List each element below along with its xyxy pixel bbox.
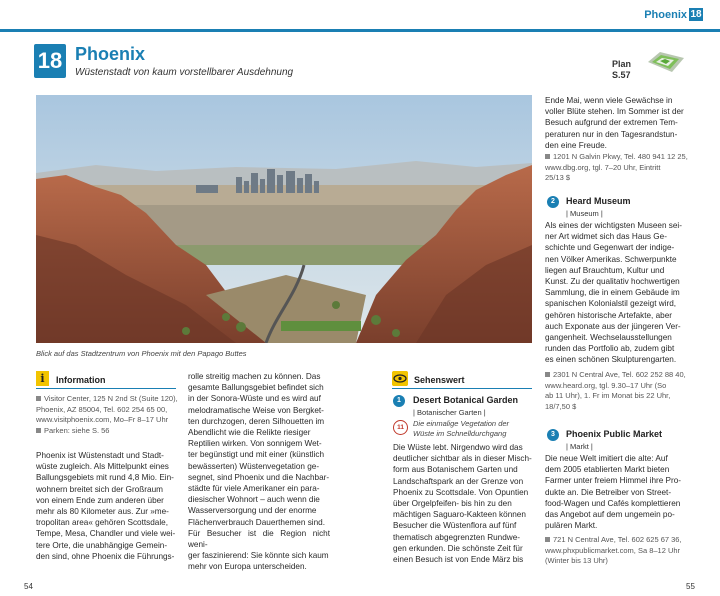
chapter-number-badge: 18 [34,44,66,78]
running-header-number: 18 [690,9,702,20]
entry-title-desert-botanical-garden: Desert Botanical Garden [413,395,519,405]
chapter-subtitle: Wüstenstadt von kaum vorstellbarer Ausdehnung [75,67,294,78]
entry-title-phoenix-public-market: Phoenix Public Market [566,429,663,439]
entry3-meta [545,535,695,567]
phoenix-skyline-photo [36,95,532,343]
meta-line: (Winter bis 13 Uhr) [545,556,608,565]
eye-icon [392,371,408,386]
entry2-body: Als eines der wichtigsten Museen sei- ner Art widmet sich das Haus Ge- schichte und Gegenwart der indige- nen Völker Amerikas. Schwerpunkte liegen auf Brauchtum, Kultur und Kunst. Zu der qualitativ hochwertigen Sammlung, die in einem Gebäude im spanischen Kolonialstil gezeigt wird, gehören historische Artefakte, aber auch Exponate aus der jüngeren Ver- gangenheit. Wechselausstellungen runden das Portfolio ab, zudem gibt es einen schönen Skulpturengarten. [545,221,682,365]
meta-line: 2301 N Central Ave, Tel. 602 252 88 40, [545,370,695,381]
entry1-meta [545,152,695,184]
sehenswert-heading: Sehenswert [414,375,465,385]
entry-number-2: 2 [547,196,559,208]
chapter-title: Phoenix [75,44,146,64]
highlight-note: Die einmalige Vegetation der Wüste im Schnelldurchgang [413,419,510,438]
meta-line: 721 N Central Ave, Tel. 602 625 67 36, [545,535,695,546]
page-number-right: 55 [686,582,695,591]
photo-illustration [36,95,532,343]
meta-line: Phoenix, AZ 85004, Tel. 602 254 65 00, [36,404,168,414]
meta-line: www.dbg.org, tgl. 7–20 Uhr, Eintritt [545,162,661,172]
entry-number-3: 3 [547,429,559,441]
information-meta [36,394,186,436]
meta-line: ab 11 Uhr), 1. Fr im Monat bis 22 Uhr, [545,391,671,400]
column4-body-top: Ende Mai, wenn viele Gewächse in voller Blüte stehen. Im Sommer ist der Besuch aufgrund der extremen Tem- peraturen nur in den Tagesrandstun- den eine Freude. [545,96,684,150]
meta-line: Parken: siehe S. 56 [36,426,186,437]
information-icon: i [36,371,49,386]
bullet-square-icon [36,428,41,433]
entry3-body: Die neue Welt imitiert die alte: Auf dem 2005 etablierten Markt bieten Farmer unter freiem Himmel ihre Pro- dukte an. Die Betreiber von Street- food-Wagen und Cafés komplettieren das Angebot auf dem ungemein po- pulären Markt. [545,454,682,531]
meta-line: www.visitphoenix.com, Mo–Fr 8–17 Uhr [36,415,169,424]
plan-reference [612,59,631,81]
information-rule [36,388,176,389]
running-header-title: Phoenix [644,9,687,21]
column1-body: Phoenix ist Wüstenstadt und Stadt- wüste zugleich. Als Mittelpunkt eines Ballungsgebiets mit rund 4,8 Mio. Ein- wohnern breitet sich der Großraum von einem Ende zum anderen über mehr als 80 Kilometer aus. Zur »me- tropolitan area« gehören Scottsdale, Tempe, Mesa, Chandler und viele wei- tere Orte, die unabhängige Gemein- den sind, ohne Phoenix die Führungs- [36,451,176,561]
highlight-note-icon: 11 [393,420,408,435]
meta-line: www.heard.org, tgl. 9.30–17 Uhr (So [545,380,667,390]
column2-body: rolle streitig machen zu können. Das gesamte Ballungsgebiet befindet sich in der Sonora-Wüste und es wird auf melodramatische Weise von Bergket- ten durchzogen, deren Silhouetten im Abendlicht wie die Relikte riesiger Reptilien wirken. Von sonnigem Wet- ter begünstigt und mit einer (künstlich bewässerten) Wüstenvegetation ge- segnet, sind Phoenix und die Nachbar- städte für viele Amerikaner ein para- diesischer Wohnort – auch wenn die Wasserversorgung und der enorme Flächenverbrauch Dauerthemen sind. Für Besucher ist die Region nicht weni- ger faszinierend: Sie könnte sich kaum mehr von Europa unterscheiden. [188,372,330,572]
meta-line: 25/13 $ [545,173,571,182]
photo-caption: Blick auf das Stadtzentrum von Phoenix mit den Papago Buttes [36,349,247,358]
entry-category: | Markt | [566,442,593,451]
meta-line: www.phxpublicmarket.com, Sa 8–12 Uhr [545,545,681,555]
page-number-left: 54 [24,582,33,591]
meta-line: 18/7,50 $ [545,401,577,411]
information-heading: Information [56,375,106,385]
bullet-square-icon [545,372,550,377]
plan-page: S.57 [612,70,631,80]
entry1-body: Die Wüste lebt. Nirgendwo wird das deutlicher sichtbar als in dieser Misch- form aus Botanischem Garten und Landschaftspark an der Grenze von Phoenix zu Scottsdale. Von Opuntien über Orgelpfeifen- bis hin zu den mächtigen Saguaro-Kakteen können Besucher die Wüstenflora auf fünf thematisch abgegrenzten Rundwe- gen erkunden. Die schönste Zeit für einen Besuch ist von Ende März bis [393,443,532,565]
meta-line: Visitor Center, 125 N 2nd St (Suite 120), [36,394,186,405]
entry-category: | Botanischer Garten | [413,408,486,417]
entry-category: | Museum | [566,209,603,218]
map-icon [646,48,686,76]
entry-title-heard-museum: Heard Museum [566,196,631,206]
sehenswert-rule [392,388,532,389]
header-rule [0,29,720,32]
entry-number-1: 1 [393,395,405,407]
bullet-square-icon [36,396,41,401]
bullet-square-icon [545,537,550,542]
entry2-meta [545,370,695,412]
bullet-square-icon [545,154,550,159]
meta-line: 1201 N Galvin Pkwy, Tel. 480 941 12 25, [545,152,695,163]
running-header [0,0,720,30]
plan-label: Plan [612,59,632,69]
